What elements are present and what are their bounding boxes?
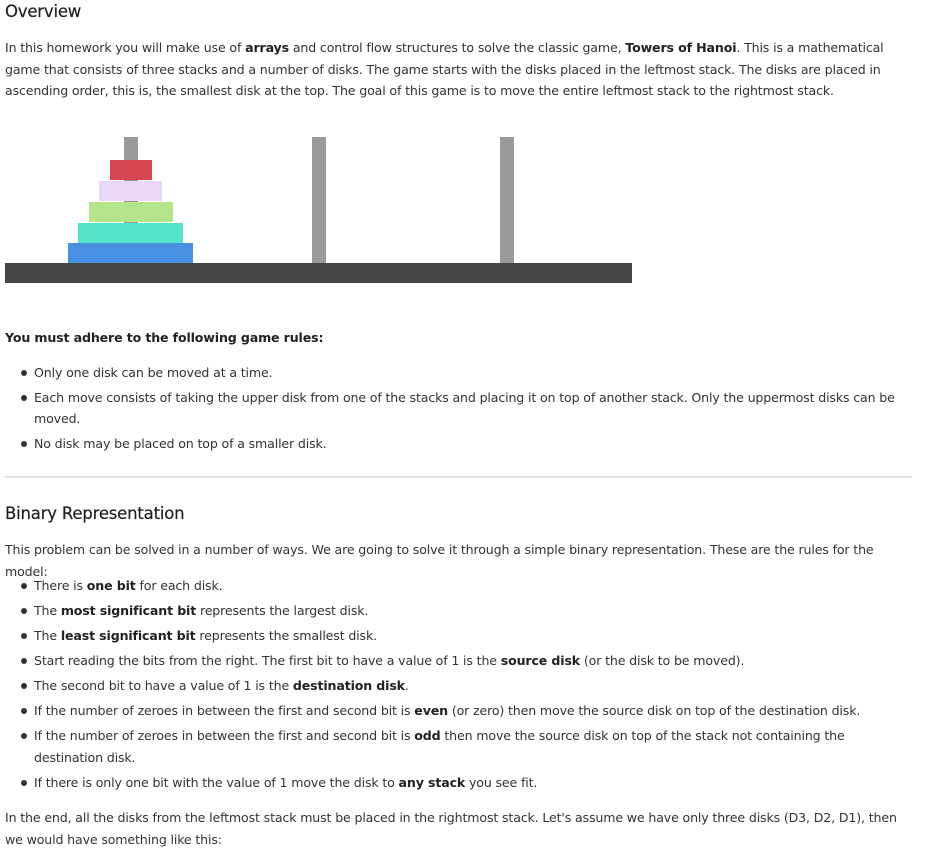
text-segment: . This is a mathematical game that consists of three stacks and a number of disks. The game starts with the disks placed in the leftmost stack. The disks are placed in ascending order, this is, the smallest disk at the top. The goal of this game is to move the entire leftmost stack to the rightmost stack. xyxy=(5,40,884,98)
text-segment: . xyxy=(404,678,409,693)
text-segment: Start reading the bits from the right. The first bit to have a value of 1 is the xyxy=(34,653,501,668)
text-segment: If the number of zeroes in between the first and second bit is xyxy=(34,703,415,718)
list-item xyxy=(5,575,915,597)
disk-4 xyxy=(78,223,183,243)
list-item xyxy=(5,675,915,697)
text-segment: No disk may be placed on top of a smaller disk. xyxy=(34,435,327,451)
base-platform xyxy=(5,263,632,283)
disk-3 xyxy=(89,202,173,222)
binary-intro: This problem can be solved in a number of ways. We are going to solve it through a simple binary representation. These are the rules for the model: xyxy=(5,542,874,579)
text-segment: (or the disk to be moved). xyxy=(580,653,745,668)
binary-heading: Binary Representation xyxy=(5,504,185,523)
text-segment: There is xyxy=(34,578,87,593)
overview-heading: Overview xyxy=(5,2,82,21)
text-segment: Each move consists of taking the upper disk from one of the stacks and placing it on top of another stack. Only the uppermost disks can be moved. xyxy=(34,389,895,426)
section-divider xyxy=(5,476,912,478)
list-item xyxy=(5,433,905,455)
list-item xyxy=(5,650,915,672)
overview-intro xyxy=(5,37,905,102)
text-segment: Only one disk can be moved at a time. xyxy=(34,365,273,380)
bold-term: source disk xyxy=(500,653,581,668)
text-segment: (or zero) then move the source disk on top of the destination disk. xyxy=(447,703,861,718)
disk-5 xyxy=(68,243,193,263)
text-segment: represents the largest disk. xyxy=(196,603,369,618)
binary-rules-list xyxy=(5,575,915,793)
list-item xyxy=(5,362,905,384)
text-segment: The xyxy=(34,603,61,618)
peg-right xyxy=(500,137,514,263)
bold-term: arrays xyxy=(245,40,289,55)
text-segment: In this homework you will make use of xyxy=(5,40,246,55)
game-rules-heading: You must adhere to the following game rules: xyxy=(5,330,324,345)
text-segment: for each disk. xyxy=(135,578,223,593)
list-item xyxy=(5,772,915,794)
text-segment: you see fit. xyxy=(465,774,538,790)
game-rules-list xyxy=(5,362,905,454)
bold-term: any stack xyxy=(398,774,466,790)
bold-term: odd xyxy=(414,728,441,743)
closing-paragraph: In the end, all the disks from the leftmost stack must be placed in the rightmost stack. Let's assume we have only three disks (D3, D2, D1), then we would have something like this: xyxy=(5,810,897,847)
bold-term: destination disk xyxy=(292,678,405,693)
bold-term: Towers of Hanoi xyxy=(625,40,737,55)
text-segment: represents the smallest disk. xyxy=(195,628,377,643)
disk-1 xyxy=(110,160,152,180)
text-segment: If the number of zeroes in between the first and second bit is xyxy=(34,728,415,743)
text-segment: then move the source disk on top of the stack not containing the destination disk. xyxy=(34,728,845,765)
list-item xyxy=(5,387,905,430)
text-segment: The second bit to have a value of 1 is the xyxy=(34,678,293,693)
list-item xyxy=(5,625,915,647)
list-item xyxy=(5,600,915,622)
text-segment: and control flow structures to solve the classic game, xyxy=(288,40,626,55)
bold-term: even xyxy=(414,703,448,718)
text-segment: The xyxy=(34,628,61,643)
towers-of-hanoi-figure xyxy=(5,135,635,285)
disk-2 xyxy=(99,181,162,201)
text-segment: If there is only one bit with the value of 1 move the disk to xyxy=(34,774,399,790)
disks-group xyxy=(68,160,193,263)
list-item xyxy=(5,725,915,768)
bold-term: least significant bit xyxy=(60,628,196,643)
bold-term: one bit xyxy=(86,578,136,593)
peg-middle xyxy=(312,137,326,263)
list-item xyxy=(5,700,915,722)
bold-term: most significant bit xyxy=(60,603,197,618)
